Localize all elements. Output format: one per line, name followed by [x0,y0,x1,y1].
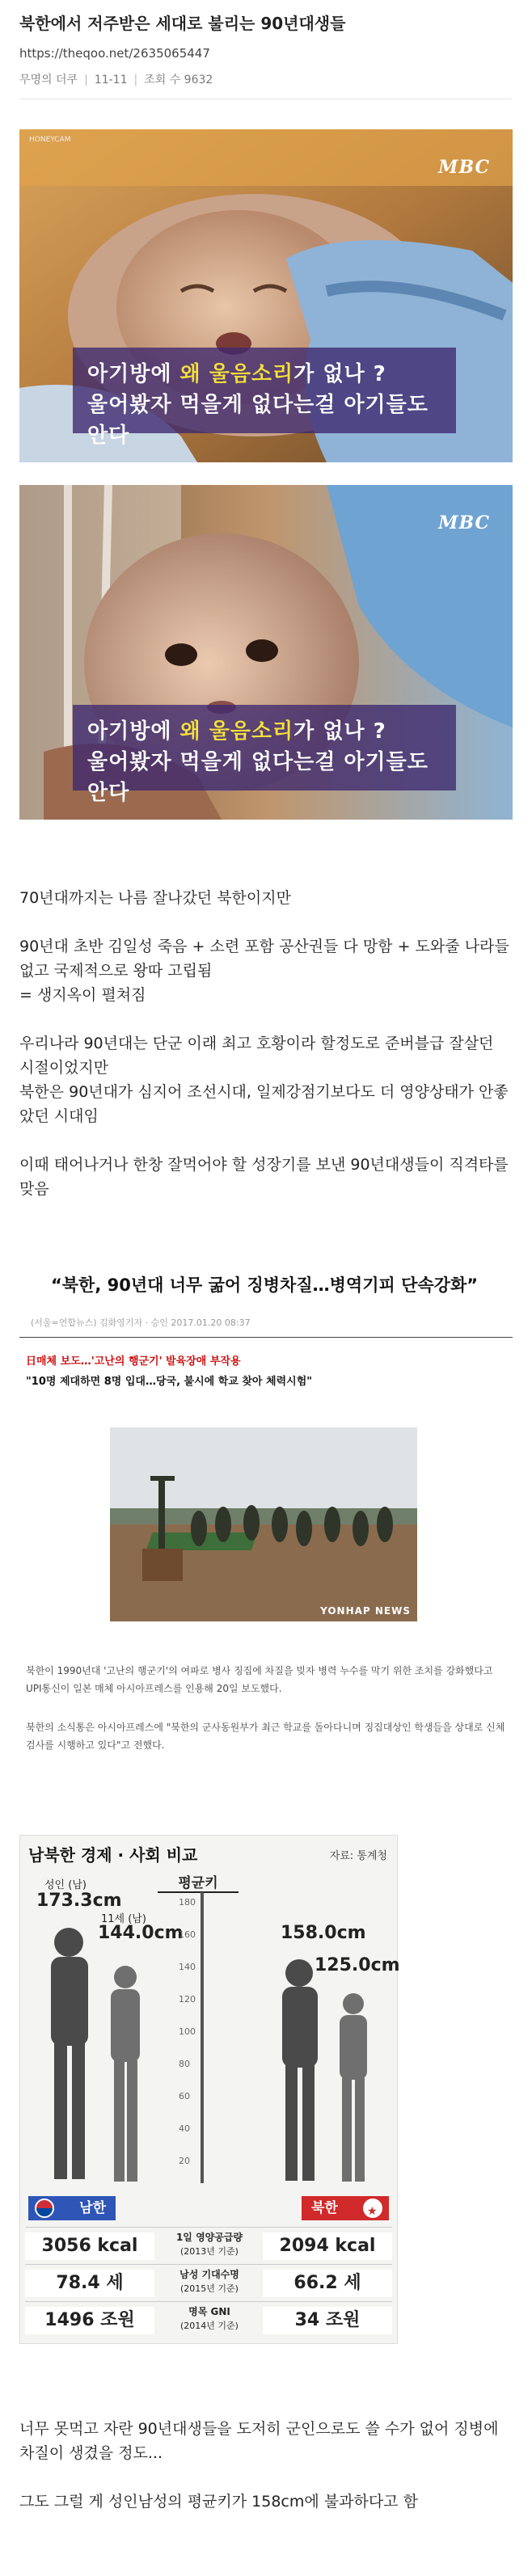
news-headline: “북한, 90년대 너무 굶어 징병차질…병역기피 단속강화” [50,1275,479,1295]
south-korea-label: 남한 [28,2196,116,2220]
avg-height-label: 평균키 [158,1871,239,1893]
north-korea-flag-icon [363,2199,382,2218]
video-subtitle [73,705,456,805]
comparison-row: 1496 조원 명목 GNI (2014년 기준) 34 조원 [25,2301,392,2337]
post-date: 11-11 [94,74,128,86]
post-url[interactable]: https://theqoo.net/2635065447 [19,46,210,61]
paragraph-5: 너무 못먹고 자란 90년대생들을 도저히 군인으로도 쓸 수가 없어 징병에 차질이 생겼을 정도... [19,2420,499,2462]
scale-tick-label: 60 [179,2091,190,2102]
post-views: 조회 수 9632 [144,74,213,86]
news-paragraph-2: 북한의 소식통은 아시아프레스에 "북한의 군사동원부가 최근 학교를 돌아다니며 징집대상인 학생들을 상대로 신체검사를 시행하고 있다"고 전했다. [26,1722,505,1751]
infographic-source: 자료: 통계청 [329,1850,387,1862]
scale-tick-label: 160 [179,1929,196,1940]
comparison-row: 3056 kcal 1일 영양공급량 (2013년 기준) 2094 kcal [25,2227,392,2262]
watermark: HONEYCAM [29,136,71,144]
subtitle-line-1: 아기방에 왜 울음소리가 없나 ? [87,719,386,744]
video-subtitle [73,348,456,448]
yonhap-credit: YONHAP NEWS [320,1605,411,1617]
post-title: 북한에서 저주받은 세대로 불리는 90년대생들 [19,14,346,33]
subtitle-line-2: 울어봤자 먹을게 없다는걸 아기들도 안다 [87,393,429,448]
paragraph-6: 그도 그럴 게 성인남성의 평균키가 158cm에 불과하다고 함 [19,2493,418,2511]
paragraph-2: 90년대 초반 김일성 죽음 + 소련 포함 공산권들 다 망함 + 도와줄 나라들 없고 국제적으로 왕따 고립됨 = 생지옥이 펼쳐짐 [19,938,509,1004]
post-body-upper [19,886,513,1225]
south-child-silhouette [111,1966,140,2182]
news-lead-1: 日매체 보도…'고난의 행군기' 발육장애 부작용 [26,1355,241,1368]
news-lead-2: "10명 제대하면 8명 입대…당국, 불시에 학교 찾아 체력시험" [26,1376,313,1388]
soldiers-photo [110,1427,417,1621]
baby-photo-2 [19,485,513,820]
scale-tick-label: 20 [179,2156,190,2166]
scale-tick-label: 80 [179,2059,190,2069]
south-adult-label: 성인 (남) [44,1879,87,1891]
paragraph-1: 70년대까지는 나름 잘나갔던 북한이지만 [19,889,291,907]
news-byline: (서울=연합뉴스) 김화영기자 · 승인 2017.01.20 08:37 [19,1308,513,1338]
comparison-row: 78.4 세 남성 기대수명 (2015년 기준) 66.2 세 [25,2264,392,2300]
subtitle-line-2: 울어봤자 먹을게 없다는걸 아기들도 안다 [87,750,429,805]
news-paragraph-1: 북한이 1990년대 '고난의 행군기'의 여파로 병사 징집에 차질을 빚자 병력 누수를 막기 위한 조치를 강화했다고 UPI통신이 일본 매체 아시아프레스를 인용해 20일 보도했다. [26,1665,493,1694]
south-child-height: 144.0cm [98,1923,184,1943]
paragraph-3: 우리나라 90년대는 단군 이래 최고 호황이라 할정도로 준버블급 잘살던 시절이었지만 북한은 90년대가 심지어 조선시대, 일제강점기보다도 더 영양상태가 안좋았던 시대임 [19,1035,509,1125]
south-child-label: 11세 (남) [101,1913,146,1925]
subtitle-line-1: 아기방에 왜 울음소리가 없나 ? [87,362,386,386]
post-author[interactable]: 무명의 더쿠 [19,74,78,86]
scale-tick-label: 180 [179,1897,196,1908]
scale-tick-label: 140 [179,1962,196,1972]
soldiers-photo-scene [110,1427,417,1621]
nk-sk-comparison-infographic [19,1835,398,2344]
north-child-height: 125.0cm [315,1955,400,1975]
north-adult-silhouette [282,1959,318,2181]
height-silhouettes [20,1836,399,2191]
north-korea-label: 북한 ★ [302,2196,389,2220]
news-article-capture [19,1261,513,1827]
baby-photo-1 [19,129,513,462]
south-adult-silhouette [51,1928,88,2179]
south-adult-height: 173.3cm [36,1891,122,1911]
north-child-silhouette [340,1993,367,2182]
post-body-lower [19,2417,513,2514]
paragraph-4: 이때 태어나거나 한창 잘먹어야 할 성장기를 보낸 90년대생들이 직격타를 맞음 [19,1156,509,1198]
south-korea-flag-icon [35,2199,54,2218]
scale-tick-label: 100 [179,2026,196,2037]
post-header [0,0,532,87]
scale-tick-label: 40 [179,2123,190,2134]
post-meta: 무명의 더쿠 | 11-11 | 조회 수 9632 [19,74,213,86]
north-adult-height: 158.0cm [281,1923,366,1943]
mbc-logo: MBC [438,157,490,178]
mbc-logo: MBC [438,512,490,533]
infographic-title: 남북한 경제 · 사회 비교 [28,1845,198,1865]
scale-tick-label: 120 [179,1994,196,2005]
